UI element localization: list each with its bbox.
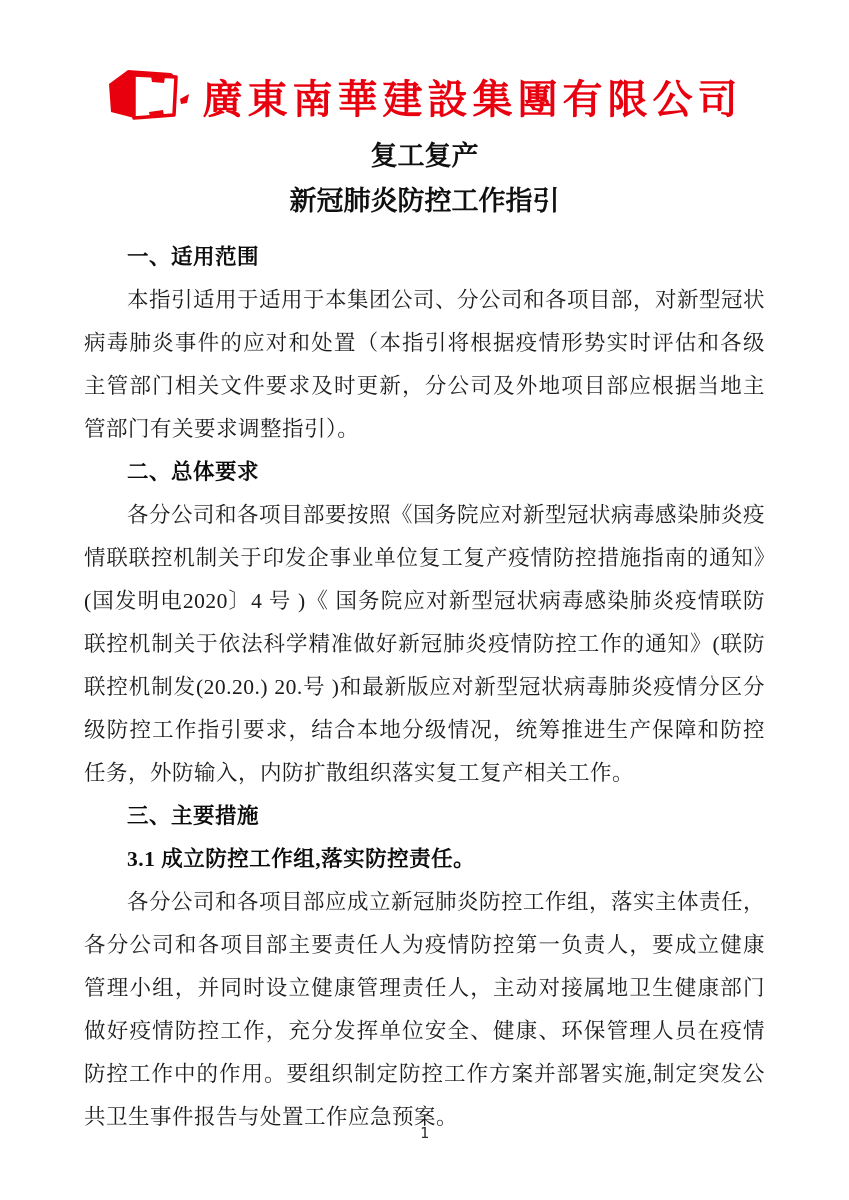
document-title-line1: 复工复产 <box>370 141 479 171</box>
section-heading-main-measures: 三、主要措施 <box>127 804 260 828</box>
company-logo-3d-box-icon <box>107 67 189 125</box>
document-title-line2: 新冠肺炎防控工作指引 <box>289 186 560 216</box>
paragraph-control-workgroup: 各分公司和各项目部应成立新冠肺炎防控工作组，落实主体责任，各分公司和各项目部主要责任人为疫情防控第一负责人，要成立健康管理小组，并同时设立健康管理责任人，主动对接属地卫生健康部门做好疫情防控工作，充分发挥单位安全、健康、环保管理人员在疫情防控工作中的作用。要组织制定防控工作方案并部署实施,制定突发公共卫生事件报告与处置工作应急预案。 <box>84 890 766 1129</box>
subsection-heading-control-workgroup: 3.1 成立防控工作组,落实防控责任。 <box>127 847 476 871</box>
paragraph-overall-requirements: 各分公司和各项目部要按照《国务院应对新型冠状病毒感染肺炎疫情联联控机制关于印发企事业单位复工复产疫情防控措施指南的通知》(国发明电2020〕4 号 )《 国务院应对新型冠状病毒感染肺炎疫情联防联控机制关于依法科学精准做好新冠肺炎疫情防控工作的通知》(联防联控机制发(20.20.) 20.号 )和最新版应对新型冠状病毒肺炎疫情分区分级防控工作指引要求，结合本地分级情况，统筹推进生产保障和防控任务，外防输入，内防扩散组织落实复工复产相关工作。 <box>84 503 766 785</box>
company-name: 廣東南華建設集團有限公司 <box>202 76 743 122</box>
paragraph-scope: 本指引适用于适用于本集团公司、分公司和各项目部，对新型冠状病毒肺炎事件的应对和处置（本指引将根据疫情形势实时评估和各级主管部门相关文件要求及时更新，分公司及外地项目部应根据当地主管部门有关要求调整指引）。 <box>84 288 766 441</box>
section-scope <box>84 236 765 451</box>
page-number: 1 <box>419 1124 430 1142</box>
document-body <box>84 236 765 1139</box>
section-heading-scope: 一、适用范围 <box>127 245 260 269</box>
letterhead <box>84 62 765 130</box>
section-main-measures <box>84 795 765 1139</box>
section-heading-overall-requirements: 二、总体要求 <box>127 460 260 484</box>
section-overall-requirements <box>84 451 765 795</box>
